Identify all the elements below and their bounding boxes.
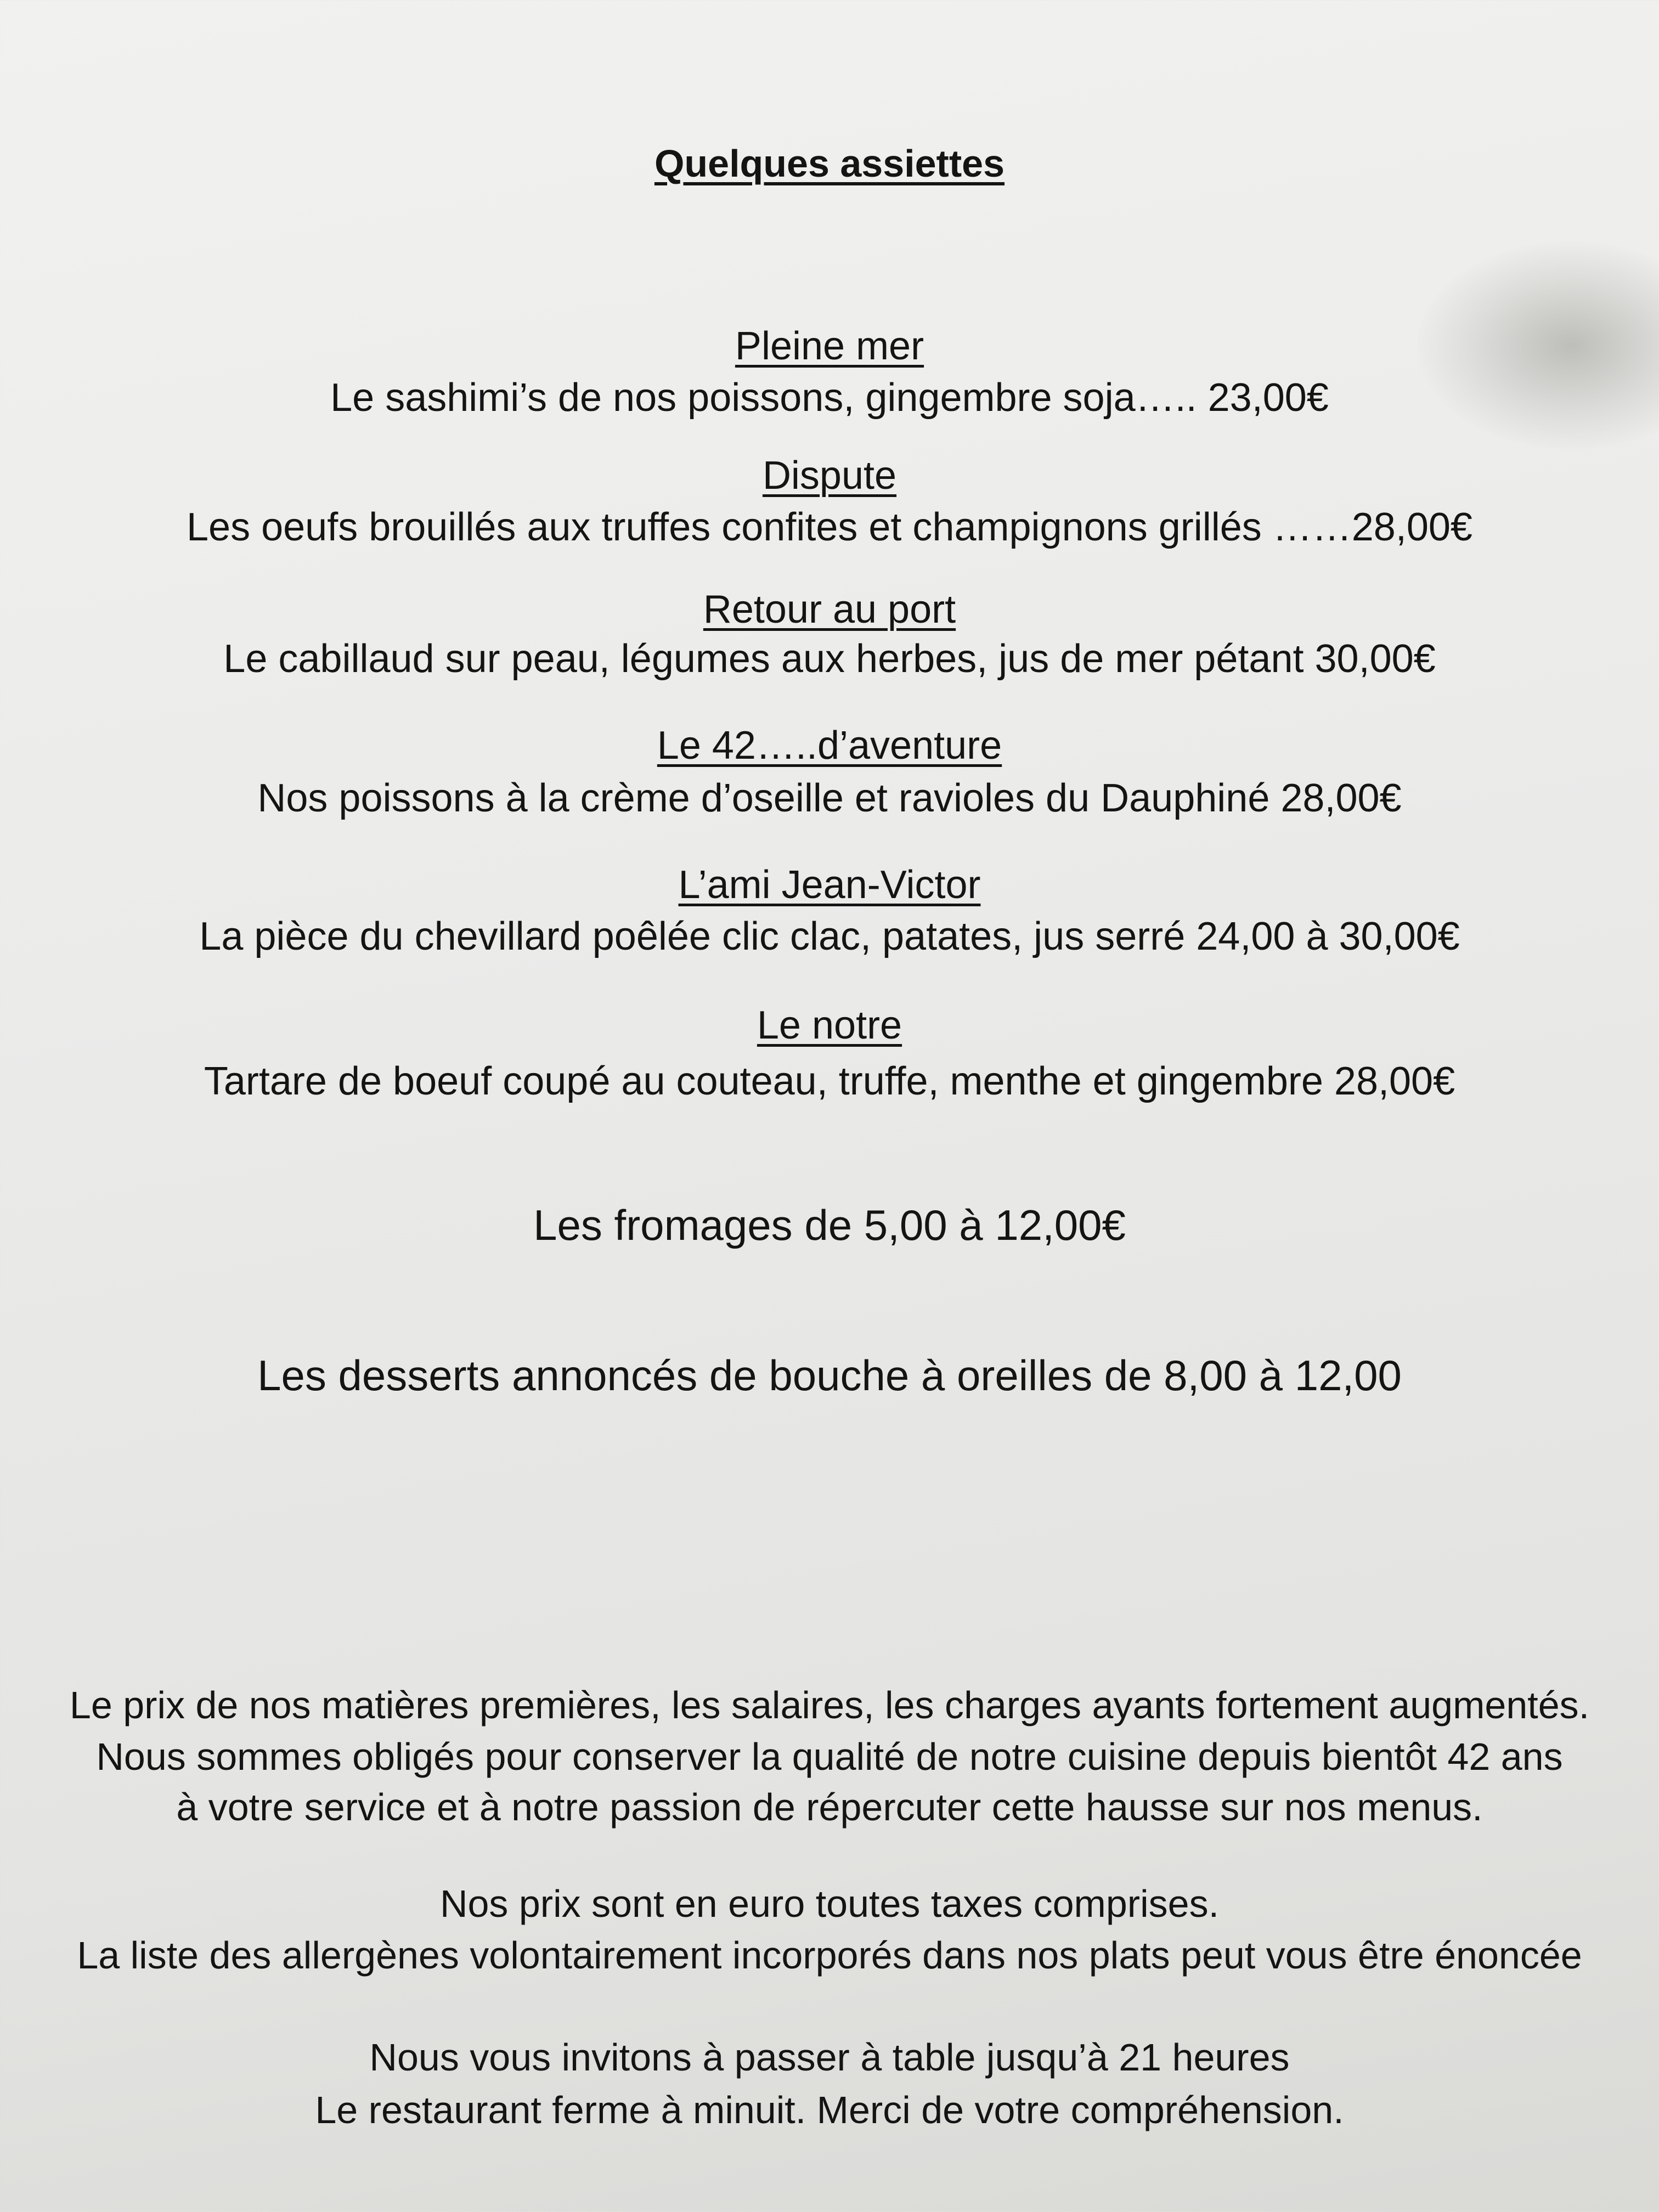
hours-line-1: Nous vous invitons à passer à table jusqu’à 21 heures — [369, 2036, 1290, 2079]
price-notice-line-2: Nous sommes obligés pour conserver la qualité de notre cuisine depuis bientôt 42 ans — [96, 1735, 1563, 1778]
hours-line-2: Le restaurant ferme à minuit. Merci de votre compréhension. — [315, 2089, 1344, 2131]
dish-name-ami-jean-victor: L’ami Jean-Victor — [678, 863, 981, 907]
dish-description-pleine-mer: Le sashimi’s de nos poissons, gingembre soja….. 23,00€ — [330, 376, 1329, 420]
dish-name-le-42: Le 42…..d’aventure — [657, 724, 1002, 768]
price-notice-line-1: Le prix de nos matières premières, les salaires, les charges ayants fortement augmentés. — [69, 1684, 1590, 1726]
price-notice-line-3: à votre service et à notre passion de répercuter cette hausse sur nos menus. — [176, 1786, 1483, 1829]
dish-name-dispute: Dispute — [762, 454, 897, 498]
dish-description-le-notre: Tartare de boeuf coupé au couteau, truffe, menthe et gingembre 28,00€ — [204, 1059, 1455, 1103]
dish-name-pleine-mer: Pleine mer — [735, 324, 924, 368]
dish-description-le-42: Nos poissons à la crème d’oseille et ravioles du Dauphiné 28,00€ — [257, 776, 1402, 820]
dish-name-retour-au-port: Retour au port — [703, 588, 956, 631]
dish-description-ami-jean-victor: La pièce du chevillard poêlée clic clac, patates, jus serré 24,00 à 30,00€ — [199, 915, 1460, 958]
menu-title: Quelques assiettes — [654, 142, 1005, 185]
taxes-line: Nos prix sont en euro toutes taxes comprises. — [439, 1882, 1220, 1925]
allergens-line: La liste des allergènes volontairement incorporés dans nos plats peut vous être énoncée — [77, 1934, 1582, 1977]
dish-description-retour-au-port: Le cabillaud sur peau, légumes aux herbes, jus de mer pétant 30,00€ — [223, 637, 1436, 681]
dish-name-le-notre: Le notre — [757, 1003, 902, 1047]
dish-description-dispute: Les oeufs brouillés aux truffes confites et champignons grillés ……28,00€ — [187, 505, 1472, 549]
cheeses-line: Les fromages de 5,00 à 12,00€ — [533, 1201, 1126, 1249]
desserts-line: Les desserts annoncés de bouche à oreilles de 8,00 à 12,00 — [257, 1351, 1402, 1400]
